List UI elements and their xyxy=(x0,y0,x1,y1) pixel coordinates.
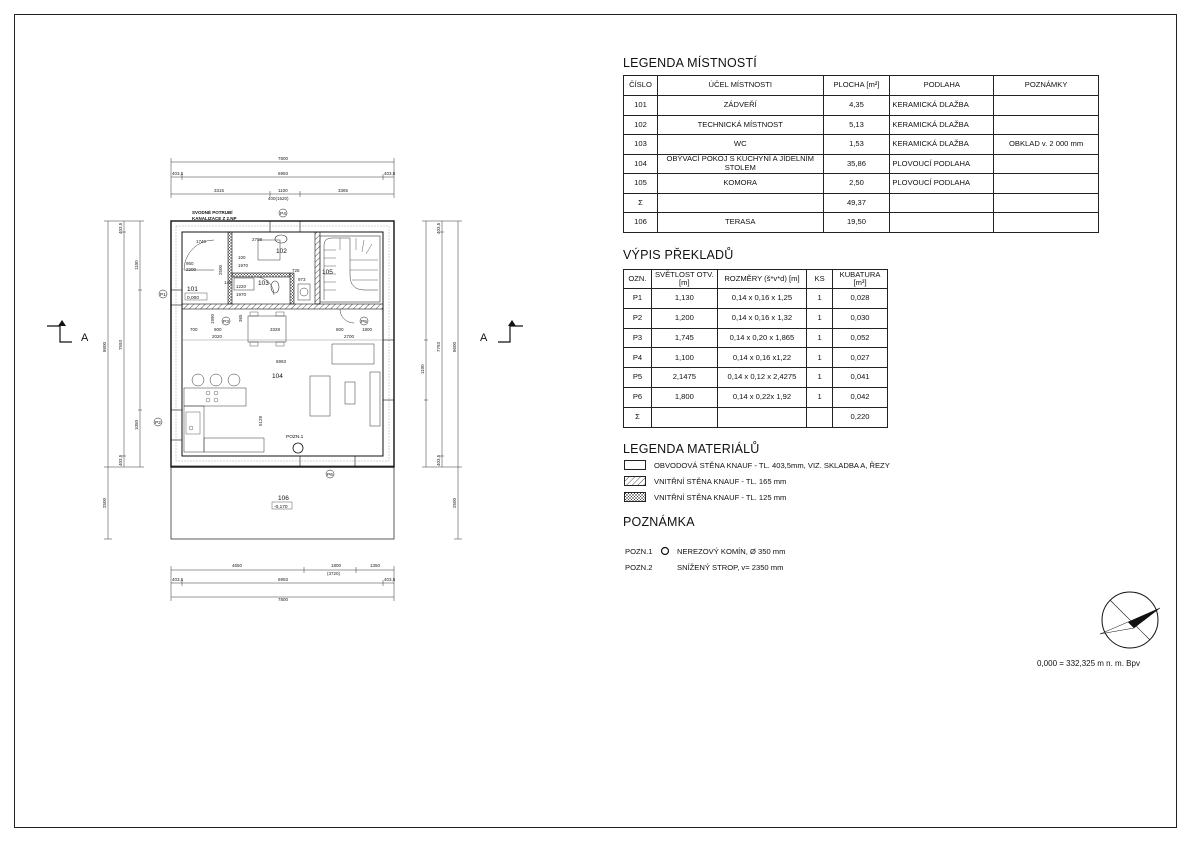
dim-text: 100 xyxy=(238,255,246,260)
table-cell: 1,745 xyxy=(651,328,717,348)
table-cell: 0,14 x 0,12 x 2,4275 xyxy=(717,368,806,388)
table-cell: TERASA xyxy=(657,213,823,233)
table-row xyxy=(624,213,1099,233)
table-cell: 0,052 xyxy=(833,328,888,348)
table-cell: 0,14 x 0,22x 1,92 xyxy=(717,387,806,407)
dim-text: 1970 xyxy=(236,292,247,297)
room-106-label: 106 xyxy=(278,495,289,502)
table-row xyxy=(624,407,888,427)
table-cell: 105 xyxy=(624,174,658,194)
table-cell: OBÝVACÍ POKOJ S KUCHYNÍ A JÍDELNÍM STOLEM xyxy=(657,154,823,174)
level-106: -0,170 xyxy=(274,505,288,510)
dim-text: 800 xyxy=(336,327,344,332)
note-1-text: NEREZOVÝ KOMÍN, Ø 350 mm xyxy=(677,547,786,556)
dim-text: 6993 xyxy=(276,359,287,364)
table-cell: P4 xyxy=(624,348,652,368)
dim-text: 900 xyxy=(214,327,222,332)
table-cell: 1 xyxy=(807,368,833,388)
section-left-label: A xyxy=(81,332,89,344)
dim-text: 1220 xyxy=(236,284,247,289)
note-1-code: POZN.1 xyxy=(625,547,653,556)
table-cell: 1,53 xyxy=(823,135,890,155)
dim-text: 6993 xyxy=(278,171,289,176)
table-cell: 5,13 xyxy=(823,115,890,135)
table-cell: 101 xyxy=(624,96,658,116)
table-cell: 0,041 xyxy=(833,368,888,388)
dim-text: (3720) xyxy=(327,571,341,576)
dim-text: 8600 xyxy=(452,341,457,352)
dim-text: 403,5 xyxy=(436,222,441,234)
table-cell: 1 xyxy=(807,328,833,348)
dim-text: 1100 xyxy=(420,364,425,374)
dim-text: 403,5 xyxy=(384,171,396,176)
swatch-cross xyxy=(624,492,646,502)
table-cell: OBKLAD v. 2 000 mm xyxy=(994,135,1099,155)
table-row xyxy=(624,289,888,309)
header-cell: POZNÁMKY xyxy=(994,76,1099,96)
table-cell: 0,220 xyxy=(833,407,888,427)
table-cell: Σ xyxy=(624,407,652,427)
room-102-label: 102 xyxy=(276,248,287,255)
dim-text: 403,5 xyxy=(172,577,184,582)
table-cell xyxy=(651,407,717,427)
lintel-tag-P4: P4 xyxy=(280,212,286,217)
header-cell: ROZMĚRY (š*v*d) [m] xyxy=(717,270,806,289)
header-cell: KUBATURA [m³] xyxy=(833,270,888,289)
table-row xyxy=(624,96,1099,116)
table-row xyxy=(624,387,888,407)
dim-text: 1800 xyxy=(331,563,342,568)
dim-text: 403,5 xyxy=(118,454,123,466)
room-103-label: 103 xyxy=(258,280,269,287)
table-cell xyxy=(994,154,1099,174)
table-cell: P5 xyxy=(624,368,652,388)
dim-text: 1970 xyxy=(238,263,249,268)
table-cell: 0,042 xyxy=(833,387,888,407)
table-cell: ZÁDVEŘÍ xyxy=(657,96,823,116)
table-cell: P2 xyxy=(624,308,652,328)
table-cell: TECHNICKÁ MÍSTNOST xyxy=(657,115,823,135)
lintels-header-row xyxy=(624,270,888,289)
dim-text: 3328 xyxy=(270,327,281,332)
table-row xyxy=(624,308,888,328)
table-cell: 1,800 xyxy=(651,387,717,407)
table-cell xyxy=(890,193,994,213)
dim-text: 725 xyxy=(292,268,300,273)
dim-text: 700 xyxy=(190,327,198,332)
header-cell: PLOCHA [m²] xyxy=(823,76,890,96)
dim-text: 2020 xyxy=(212,334,223,339)
table-cell xyxy=(994,174,1099,194)
north-arrow-icon xyxy=(1100,592,1160,648)
table-cell: 4,35 xyxy=(823,96,890,116)
table-cell: PLOVOUCÍ PODLAHA xyxy=(890,154,994,174)
table-cell: WC xyxy=(657,135,823,155)
chimney xyxy=(293,443,303,453)
level-101: 0,000 xyxy=(187,296,200,301)
table-cell: Σ xyxy=(624,193,658,213)
chimney-note: POZN.1 xyxy=(286,435,304,440)
dim-text: 400(1520) xyxy=(268,196,289,201)
table-cell: 1 xyxy=(807,308,833,328)
table-cell: 104 xyxy=(624,154,658,174)
table-cell: KOMORA xyxy=(657,174,823,194)
dim-text: 7593 xyxy=(118,339,123,350)
room-105-label: 105 xyxy=(322,269,333,276)
dim-text: 7800 xyxy=(278,156,289,161)
dim-text: 6993 xyxy=(278,577,289,582)
table-cell xyxy=(807,407,833,427)
dim-text: 7800 xyxy=(278,597,289,602)
dim-text: 5128 xyxy=(258,415,263,426)
dim-text: 2500 xyxy=(218,264,223,275)
lintel-tag-P5: P5 xyxy=(361,320,367,325)
swatch-empty xyxy=(624,460,646,470)
terrace-outline xyxy=(171,466,394,539)
table-cell: 49,37 xyxy=(823,193,890,213)
table-cell: 0,030 xyxy=(833,308,888,328)
pipe-note-1: SVODNÉ POTRUBÍ xyxy=(192,210,233,215)
note-2-text: SNÍŽENÝ STROP, v= 2350 mm xyxy=(677,563,784,572)
table-cell: 103 xyxy=(624,135,658,155)
lintels-title: VÝPIS PŘEKLADŮ xyxy=(623,248,734,262)
lintel-tag-P2: P2 xyxy=(155,421,161,426)
dim-text: 1990 xyxy=(210,313,215,324)
table-cell: KERAMICKÁ DLAŽBA xyxy=(890,96,994,116)
elevation-reference: 0,000 = 332,325 m n. m. Bpv xyxy=(1037,659,1140,668)
dim-text: 403,5 xyxy=(172,171,184,176)
dim-text: 2700 xyxy=(344,334,355,339)
dim-text: 1350 xyxy=(370,563,381,568)
drawing-sheet: A A 7800 403,5 6993 403,5 3315 1100 3365 400(1520) 4650 1800 1350 403,5 6993 403,5 7800 (3720) 8600 403,5 1100 7593 1050 403,5 2500 403,5 8600 1100 7793 403,5 2500 950 2200 1740 2798 100 1970 2500 140 1220 1970 725 973 700 900 2020 3328 800 2700 6993 5128 1800 1990 365 101 102 103 104 105 106 0,000 -0,170 SVODNÉ POTRUBÍ KANALIZACE Z 2.NP POZN.1 P1 P2 P3 P4 P5 P6 LEGENDA MÍSTNOSTÍ ČÍSLO ÚČEL MÍSTNOSTI PLOCHA [m²] PODLAHA POZNÁMKY 101 ZÁDVEŘÍ 4,35 KERAMICKÁ DLAŽBA 102 TECHNICKÁ MÍSTNOST 5,13 KERAMICKÁ DLAŽBA 103 WC 1,53 KERAMICKÁ DLAŽBA OBKLAD v. 2 000 mm 104 OBÝVACÍ POKOJ S KUCHYNÍ A JÍDELNÍM STOLEM 35,86 PLOVOUCÍ PODLAHA 105 KOMORA 2,50 PLOVOUCÍ PODLAHA Σ 49,37 106 TERASA 19,50 VÝPIS PŘEKLADŮ OZN. SVĚTLOST OTV. [m] ROZMĚRY (š*v*d) [m] KS KUBATURA [m³] P1 1,130 0,14 x 0,16 x 1,25 1 0,028 P2 1,200 0,14 x 0,16 x 1,32 1 0,030 P3 1,745 0,14 x 0,20 x 1,865 1 0,052 P4 1,100 0,14 x 0,16 x1,22 1 0,027 P5 2,1475 0,14 x 0,12 x 2,4275 1 0,041 P6 1,800 0,14 x 0,22x 1,92 1 0,042 Σ 0,220 LEGENDA MATERIÁLŮ OBVODOVÁ STĚNA KNAUF - TL. 403,5mm, VIZ. SKLADBA A, ŘEZY VNITŘNÍ STĚNA KNAUF - TL. 165 mm VNITŘNÍ STĚNA KNAUF - TL. 125 mm POZNÁMKA POZN.1 NEREZOVÝ KOMÍN, Ø 350 mm POZN.2 SNÍŽENÝ STROP, v= 2350 mm 0,000 = 332,325 m n. m. Bpv xyxy=(0,0,1191,842)
dim-text: 7793 xyxy=(436,341,441,352)
header-cell: SVĚTLOST OTV. [m] xyxy=(651,270,717,289)
table-cell: 0,14 x 0,16 x 1,32 xyxy=(717,308,806,328)
table-row xyxy=(624,193,1099,213)
table-row xyxy=(624,135,1099,155)
dim-text: 1800 xyxy=(362,327,373,332)
table-cell: 1 xyxy=(807,289,833,309)
table-cell: P1 xyxy=(624,289,652,309)
lintel-tag-P3: P3 xyxy=(223,320,229,325)
table-cell: 0,14 x 0,16 x 1,25 xyxy=(717,289,806,309)
rooms-legend-title: LEGENDA MÍSTNOSTÍ xyxy=(623,56,757,70)
table-cell xyxy=(994,96,1099,116)
dim-text: 403,5 xyxy=(384,577,396,582)
chimney-symbol-icon xyxy=(660,546,670,556)
lintel-tag-P6: P6 xyxy=(327,473,333,478)
dim-text: 403,5 xyxy=(436,454,441,466)
pipe-note-2: KANALIZACE Z 2.NP xyxy=(192,216,237,221)
table-cell xyxy=(994,115,1099,135)
dim-text: 973 xyxy=(298,277,306,282)
table-cell: 0,028 xyxy=(833,289,888,309)
table-cell: KERAMICKÁ DLAŽBA xyxy=(890,115,994,135)
table-cell xyxy=(657,193,823,213)
room-101-label: 101 xyxy=(187,286,198,293)
dim-text: 2798 xyxy=(252,237,263,242)
dim-text: 2200 xyxy=(186,267,197,272)
table-cell: 0,14 x 0,16 x1,22 xyxy=(717,348,806,368)
notes-title: POZNÁMKA xyxy=(623,515,695,529)
dim-text: 1100 xyxy=(278,188,288,193)
table-cell: 0,027 xyxy=(833,348,888,368)
table-row xyxy=(624,174,1099,194)
table-cell: 1 xyxy=(807,348,833,368)
table-cell: 2,50 xyxy=(823,174,890,194)
dim-text: 2500 xyxy=(452,497,457,508)
header-cell: PODLAHA xyxy=(890,76,994,96)
dim-text: 950 xyxy=(186,261,194,266)
table-cell xyxy=(890,213,994,233)
section-right-label: A xyxy=(480,332,488,344)
table-cell: 102 xyxy=(624,115,658,135)
dim-text: 3315 xyxy=(214,188,225,193)
table-row xyxy=(624,328,888,348)
room-104-label: 104 xyxy=(272,373,283,380)
table-row xyxy=(624,368,888,388)
rooms-legend-table xyxy=(623,75,1099,233)
dim-text: 140 xyxy=(224,280,232,285)
table-cell: 0,14 x 0,20 x 1,865 xyxy=(717,328,806,348)
table-row xyxy=(624,154,1099,174)
table-cell: 19,50 xyxy=(823,213,890,233)
header-cell: ČÍSLO xyxy=(624,76,658,96)
dim-text: 1050 xyxy=(134,419,139,430)
table-cell: KERAMICKÁ DLAŽBA xyxy=(890,135,994,155)
dim-text: 3365 xyxy=(338,188,349,193)
interior-wall-hatched xyxy=(182,304,383,309)
table-cell: 35,86 xyxy=(823,154,890,174)
table-cell: 1,100 xyxy=(651,348,717,368)
lintel-tag-P1: P1 xyxy=(160,293,166,298)
header-cell: OZN. xyxy=(624,270,652,289)
table-cell: 2,1475 xyxy=(651,368,717,388)
dim-text: 8600 xyxy=(102,341,107,352)
table-row xyxy=(624,348,888,368)
dim-text: 1100 xyxy=(134,260,139,270)
rooms-header-row xyxy=(624,76,1099,96)
table-cell: P3 xyxy=(624,328,652,348)
materials-title: LEGENDA MATERIÁLŮ xyxy=(623,442,760,456)
header-cell: ÚČEL MÍSTNOSTI xyxy=(657,76,823,96)
table-cell: 106 xyxy=(624,213,658,233)
table-cell: P6 xyxy=(624,387,652,407)
table-cell xyxy=(717,407,806,427)
dim-text: 1740 xyxy=(196,239,207,244)
table-row xyxy=(624,115,1099,135)
table-cell: 1,130 xyxy=(651,289,717,309)
dim-text: 2500 xyxy=(102,497,107,508)
header-cell: KS xyxy=(807,270,833,289)
dim-text: 4650 xyxy=(232,563,243,568)
table-cell: 1 xyxy=(807,387,833,407)
note-2-code: POZN.2 xyxy=(625,563,653,572)
table-cell xyxy=(994,193,1099,213)
dim-text: 403,5 xyxy=(118,222,123,234)
table-cell: 1,200 xyxy=(651,308,717,328)
table-cell: PLOVOUCÍ PODLAHA xyxy=(890,174,994,194)
lintels-table xyxy=(623,269,888,428)
table-cell xyxy=(994,213,1099,233)
dim-text: 365 xyxy=(238,314,243,322)
swatch-hatch xyxy=(624,476,646,486)
